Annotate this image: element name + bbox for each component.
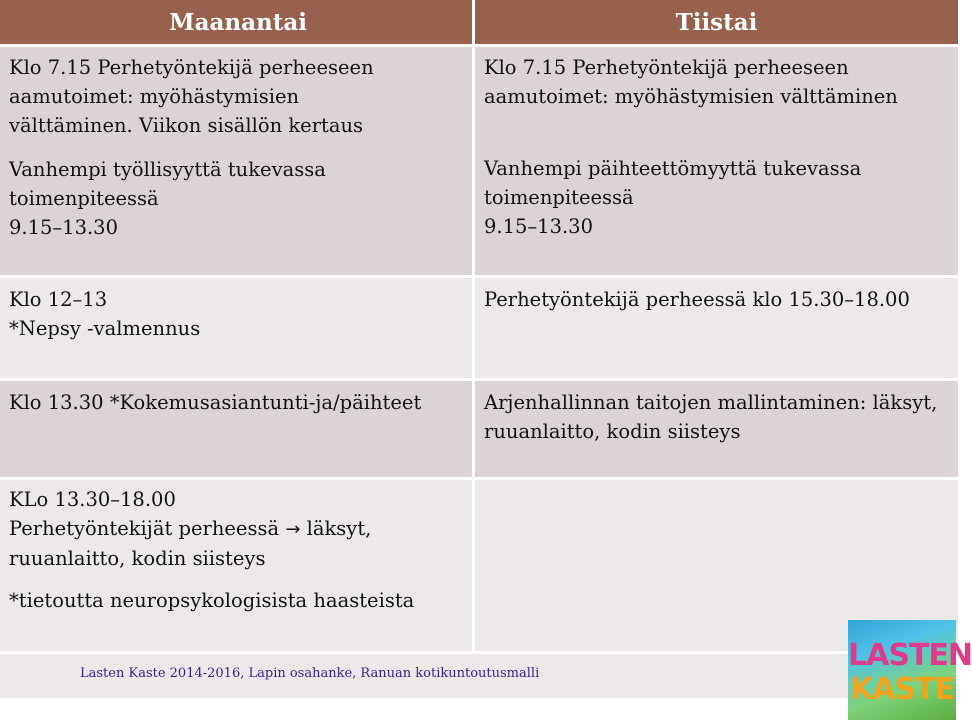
tuesday-row1-time: 9.15–13.30: [484, 215, 593, 238]
monday-row4-family: [9, 514, 439, 573]
header-tiistai: [475, 0, 958, 44]
tuesday-row3: [475, 381, 958, 477]
footer-text: Lasten Kaste 2014-2016, Lapin osahanke, Ranuan kotikuntoutusmalli: [80, 666, 540, 681]
monday-row2: [0, 278, 472, 378]
header-maanantai: [0, 0, 472, 44]
monday-row3: [0, 381, 472, 477]
monday-row1-morning: Klo 7.15 Perhetyöntekijä perheeseen aamutoimet: myöhästymisien välttäminen. Viikon sisällön kertaus: [9, 56, 374, 137]
monday-row4-family-a: Perhetyöntekijät perheessä: [9, 517, 280, 540]
monday-row1-time: 9.15–13.30: [9, 216, 118, 239]
monday-row4-time: KLo 13.30–18.00: [9, 488, 176, 511]
tuesday-row2-text: Perhetyöntekijä perheessä klo 15.30–18.00: [484, 288, 910, 311]
tuesday-row2: [475, 278, 958, 378]
logo-line1: LASTEN: [848, 638, 972, 673]
tuesday-row1: [475, 47, 958, 275]
monday-row4-info: *tietoutta neuropsykologisista haasteista: [9, 589, 415, 612]
monday-row2-nepsy: *Nepsy -valmennus: [9, 317, 201, 340]
tuesday-row3-text: Arjenhallinnan taitojen mallintaminen: läksyt, ruuanlaitto, kodin siisteys: [484, 391, 938, 443]
lasten-kaste-logo: [848, 620, 972, 720]
tuesday-row1-morning: Klo 7.15 Perhetyöntekijä perheeseen aamutoimet: myöhästymisien välttäminen: [484, 56, 898, 108]
header-maanantai-label: Maanantai: [169, 8, 307, 36]
logo-line2: KASTE: [849, 672, 955, 707]
arrow-right-icon: →: [285, 519, 301, 540]
tuesday-row1-sobriety: Vanhempi päihteettömyyttä tukevassa toimenpiteessä: [484, 157, 862, 209]
header-tiistai-label: Tiistai: [675, 8, 758, 36]
monday-row2-time: Klo 12–13: [9, 288, 108, 311]
monday-row1: [0, 47, 472, 275]
monday-row4-family-b: läksyt, ruuanlaitto, kodin siisteys: [9, 517, 372, 570]
monday-row3-text: Klo 13.30 *Kokemusasiantunti-ja/päihteet: [9, 391, 422, 414]
monday-row1-employment: Vanhempi työllisyyttä tukevassa toimenpiteessä: [9, 158, 326, 210]
monday-row4: [0, 480, 472, 651]
